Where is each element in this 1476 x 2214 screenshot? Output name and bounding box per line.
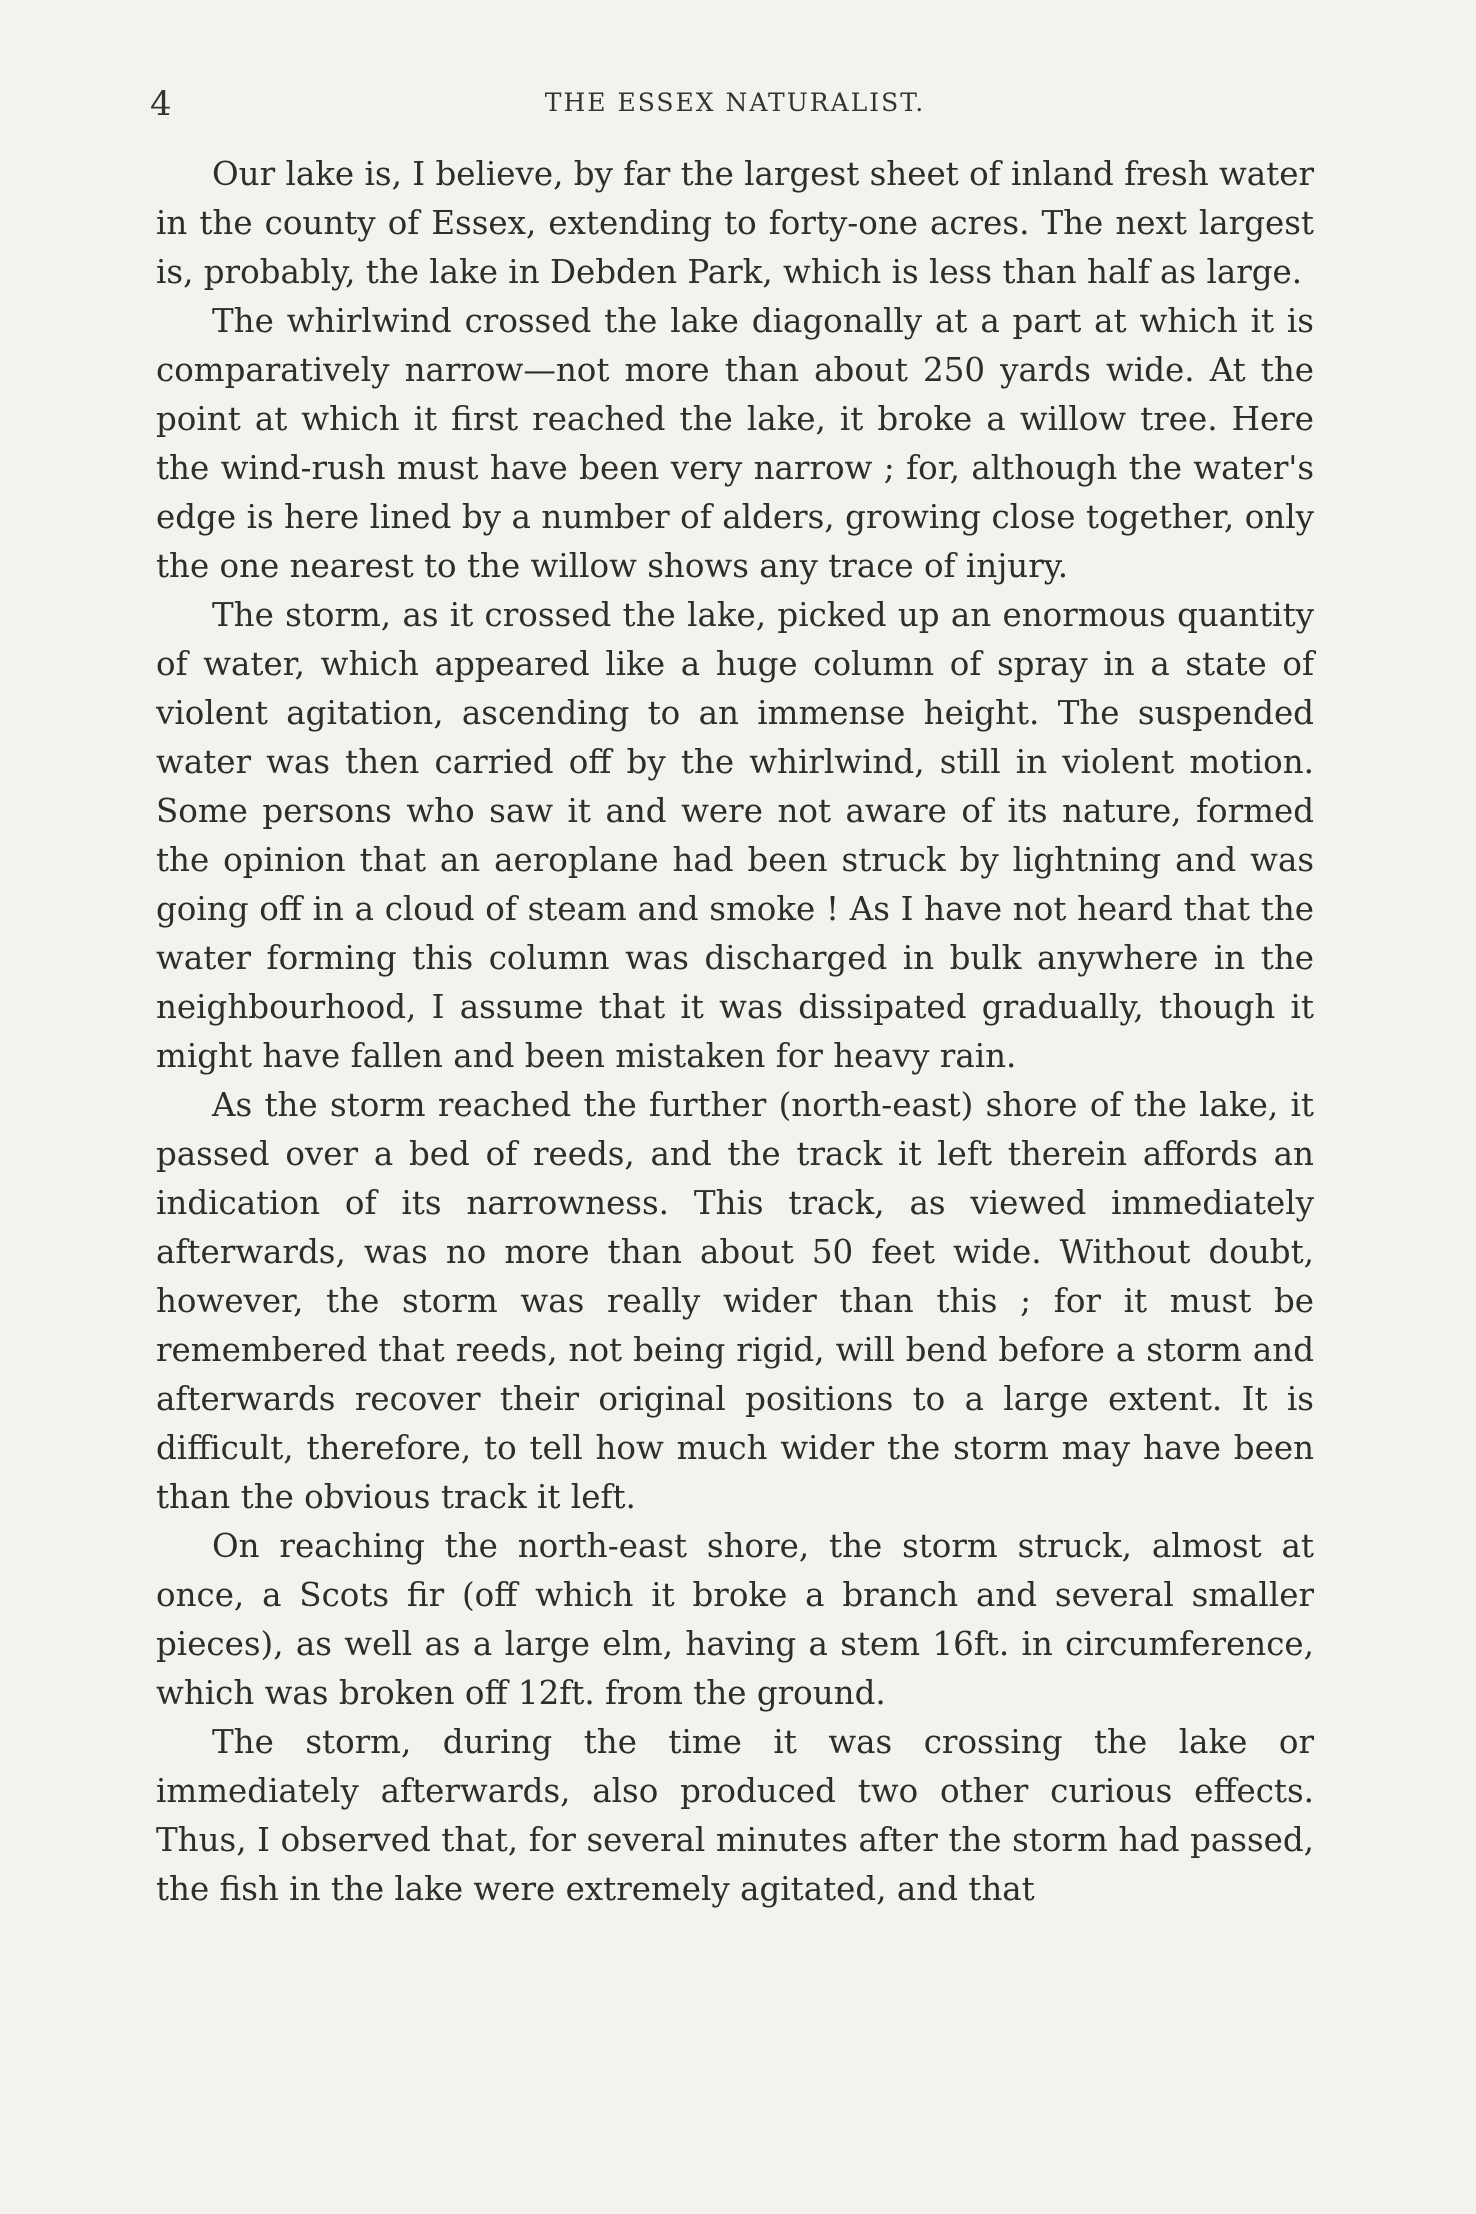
paragraph: As the storm reached the further (north-east) shore of the lake, it passed over a bed of reeds, and the track it left therein affords an indication of its narrowness. This track, as viewed immediately afterwards, was no more than about 50 feet wide. Without doubt, however, the storm was really wider than this ; for it must be remembered that reeds, not being rigid, will bend before a storm and afterwards recover their original positions to a large extent. It is difficult, therefore, to tell how much wider the storm may have been than the obvious track it left. bbox=[156, 1086, 1314, 1516]
paragraph: Our lake is, I believe, by far the largest sheet of inland fresh water in the county of Essex, extending to forty-one acres. The next largest is, probably, the lake in Debden Park, which is less than half as large. bbox=[156, 155, 1314, 291]
body-text bbox=[156, 150, 1314, 1914]
paragraph: The storm, during the time it was crossing the lake or immediately afterwards, also produced two other curious effects. Thus, I observed that, for several minutes after the storm had passed, the fish in the lake were extremely agitated, and that bbox=[156, 1723, 1314, 1908]
running-head: THE ESSEX NATURALIST. bbox=[544, 88, 926, 117]
paragraph: The storm, as it crossed the lake, picked up an enormous quantity of water, which appeared like a huge column of spray in a state of violent agitation, ascending to an immense height. The suspended water was then carried off by the whirlwind, still in violent motion. Some persons who saw it and were not aware of its nature, formed the opinion that an aeroplane had been struck by lightning and was going off in a cloud of steam and smoke ! As I have not heard that the water forming this column was discharged in bulk anywhere in the neighbourhood, I assume that it was dissipated gradually, though it might have fallen and been mistaken for heavy rain. bbox=[156, 596, 1314, 1075]
page-header bbox=[150, 84, 1320, 124]
paragraph: The whirlwind crossed the lake diagonally at a part at which it is comparatively narrow—not more than about 250 yards wide. At the point at which it first reached the lake, it broke a willow tree. Here the wind-rush must have been very narrow ; for, although the water's edge is here lined by a number of alders, growing close together, only the one nearest to the willow shows any trace of injury. bbox=[156, 302, 1314, 585]
paragraph: On reaching the north-east shore, the storm struck, almost at once, a Scots fir (off which it broke a branch and several smaller pieces), as well as a large elm, having a stem 16ft. in circumference, which was broken off 12ft. from the ground. bbox=[156, 1527, 1314, 1712]
page-number: 4 bbox=[150, 84, 172, 124]
